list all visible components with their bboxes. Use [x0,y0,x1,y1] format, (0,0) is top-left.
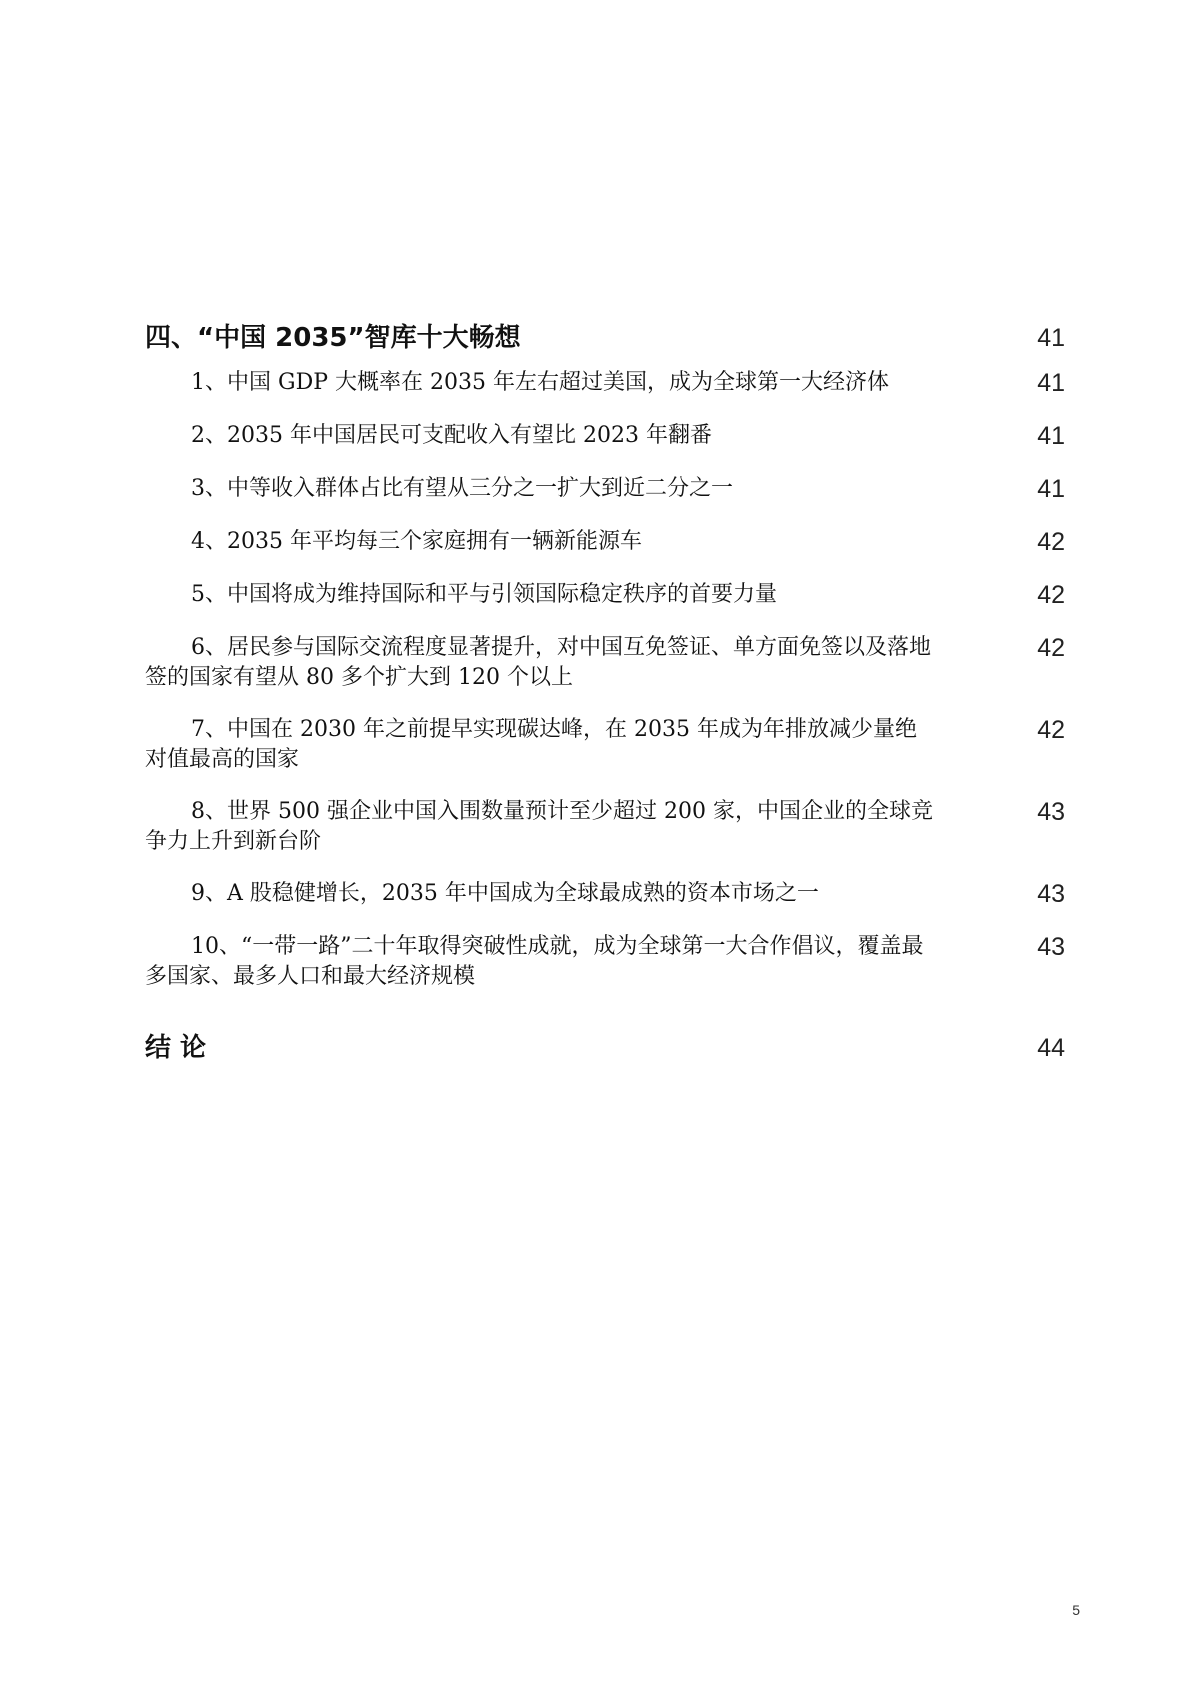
table-of-contents [145,318,1065,1078]
toc-page-number: 44 [1037,1034,1065,1062]
toc-page-number: 42 [1037,528,1065,556]
toc-item-text: 9、A 股稳健增长，2035 年中国成为全球最成熟的资本市场之一 [191,881,819,906]
toc-page-number: 41 [1037,369,1065,397]
toc-item-3[interactable] [145,474,1065,504]
toc-item-text: 7、中国在 2030 年之前提早实现碳达峰，在 2035 年成为年排放减少量绝对值最高的国家 [145,717,917,772]
footer-page-number: 5 [1072,1602,1080,1618]
toc-item-10[interactable] [145,932,1065,992]
toc-page-number: 41 [1037,324,1065,352]
toc-item-2[interactable] [145,421,1065,451]
toc-page-number: 42 [1037,634,1065,662]
toc-item-text: 6、居民参与国际交流程度显著提升，对中国互免签证、单方面免签以及落地签的国家有望从 80 多个扩大到 120 个以上 [145,635,931,690]
toc-page-number: 43 [1037,880,1065,908]
toc-section-title: 结 论 [145,1033,207,1063]
toc-item-5[interactable] [145,580,1065,610]
toc-page-number: 43 [1037,798,1065,826]
toc-item-7[interactable] [145,715,1065,775]
toc-item-6[interactable] [145,633,1065,693]
toc-item-8[interactable] [145,797,1065,857]
toc-page-number: 43 [1037,933,1065,961]
toc-section-conclusion[interactable] [145,1028,1065,1078]
toc-item-text: 2、2035 年中国居民可支配收入有望比 2023 年翻番 [191,423,712,448]
toc-item-text: 4、2035 年平均每三个家庭拥有一辆新能源车 [191,529,642,554]
toc-section-title: 四、“中国 2035”智库十大畅想 [145,323,521,353]
toc-item-1[interactable] [145,368,1065,398]
toc-item-text: 5、中国将成为维持国际和平与引领国际稳定秩序的首要力量 [191,582,777,607]
toc-item-9[interactable] [145,879,1065,909]
toc-item-text: 10、“一带一路”二十年取得突破性成就，成为全球第一大合作倡议，覆盖最多国家、最多人口和最大经济规模 [145,934,924,989]
toc-item-4[interactable] [145,527,1065,557]
toc-page-number: 41 [1037,422,1065,450]
toc-page-number: 42 [1037,581,1065,609]
toc-item-text: 1、中国 GDP 大概率在 2035 年左右超过美国，成为全球第一大经济体 [191,370,889,395]
toc-item-text: 8、世界 500 强企业中国入围数量预计至少超过 200 家，中国企业的全球竞争力上升到新台阶 [145,799,933,854]
toc-item-text: 3、中等收入群体占比有望从三分之一扩大到近二分之一 [191,476,733,501]
toc-page-number: 41 [1037,475,1065,503]
toc-page-number: 42 [1037,716,1065,744]
toc-section-four[interactable] [145,318,1065,368]
